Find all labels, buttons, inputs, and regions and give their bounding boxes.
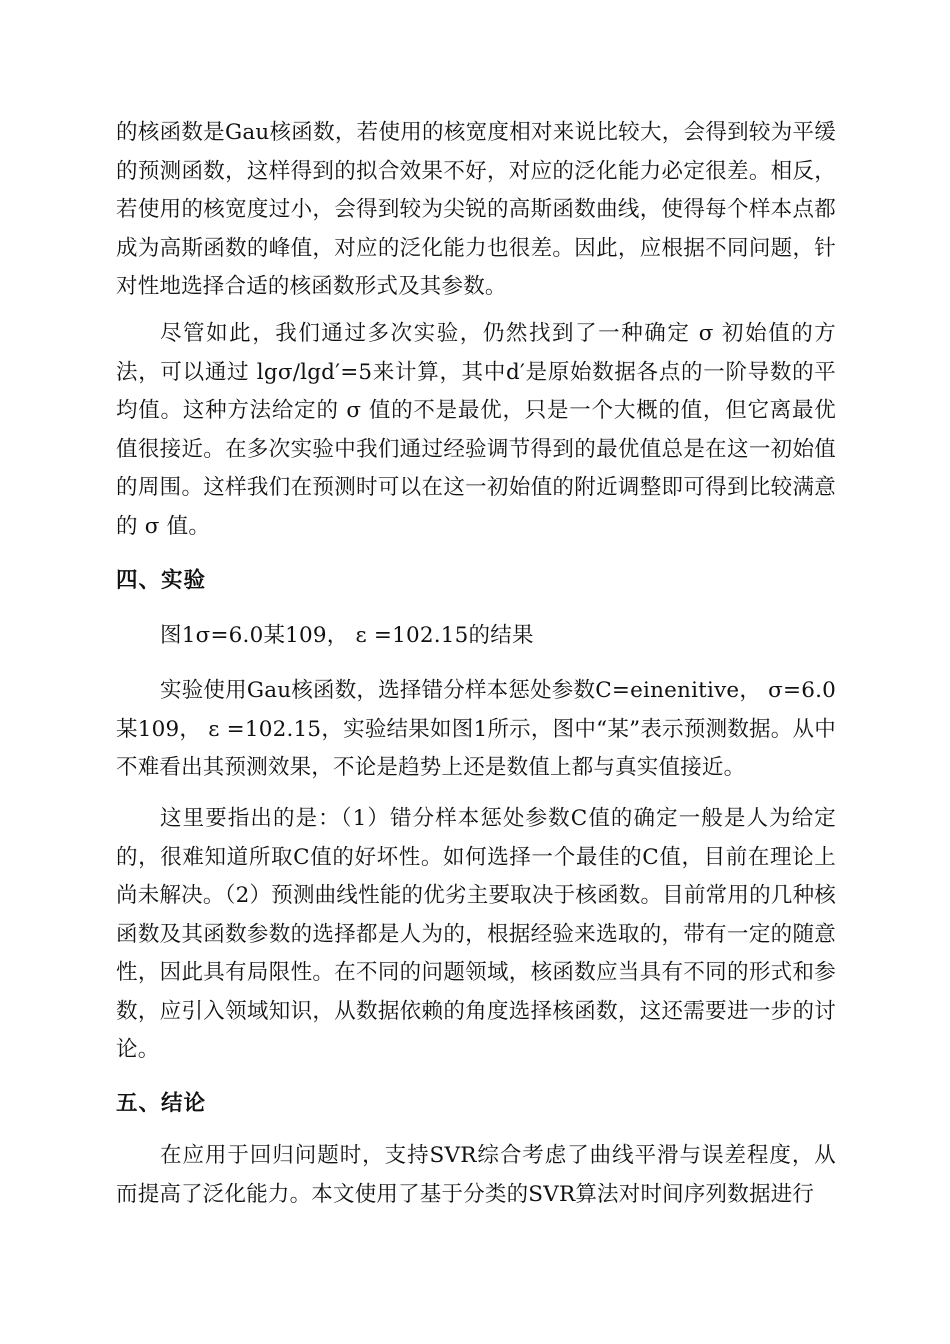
paragraph-sigma-initial: 尽管如此，我们通过多次实验，仍然找到了一种确定 σ 初始值的方法，可以通过 lgσ/lgd′=5来计算，其中d′是原始数据各点的一阶导数的平均值。这种方法给定的 σ 值的不是最优，只是一个大概的值，但它离最优值很接近。在多次实验中我们通过经验调节得到的最优值总是在这一初始值的周围。这样我们在预测时可以在这一初始值的附近调整即可得到比较满意的 σ 值。 [116,321,836,539]
section-heading-experiment: 四、实验 [116,568,207,593]
paragraph-remarks: 这里要指出的是：（1）错分样本惩处参数C值的确定一般是人为给定的，很难知道所取C值的好坏性。如何选择一个最佳的C值，目前在理论上尚未解决。（2）预测曲线性能的优劣主要取决于核函数。目前常用的几种核函数及其函数参数的选择都是人为的，根据经验来选取的，带有一定的随意性，因此具有局限性。在不同的问题领域，核函数应当具有不同的形式和参数，应引入领域知识，从数据依赖的角度选择核函数，这还需要进一步的讨论。 [116,806,836,1062]
section-heading-conclusion: 五、结论 [116,1091,207,1116]
paragraph-experiment-setup: 实验使用Gau核函数，选择错分样本惩处参数C=einenitive， σ=6.0某109， ε =102.15，实验结果如图1所示，图中“某”表示预测数据。从中不难看出其预测效果，不论是趋势上还是数值上都与真实值接近。 [116,678,836,780]
figure-caption: 图1σ=6.0某109， ε =102.15的结果 [160,623,534,648]
paragraph-kernel-width: 的核函数是Gau核函数，若使用的核宽度相对来说比较大，会得到较为平缓的预测函数，这样得到的拟合效果不好，对应的泛化能力必定很差。相反，若使用的核宽度过小，会得到较为尖锐的高斯函数曲线，使得每个样本点都成为高斯函数的峰值，对应的泛化能力也很差。因此，应根据不同问题，针对性地选择合适的核函数形式及其参数。 [116,120,836,299]
paragraph-conclusion: 在应用于回归问题时，支持SVR综合考虑了曲线平滑与误差程度，从而提高了泛化能力。本文使用了基于分类的SVR算法对时间序列数据进行 [116,1143,836,1207]
